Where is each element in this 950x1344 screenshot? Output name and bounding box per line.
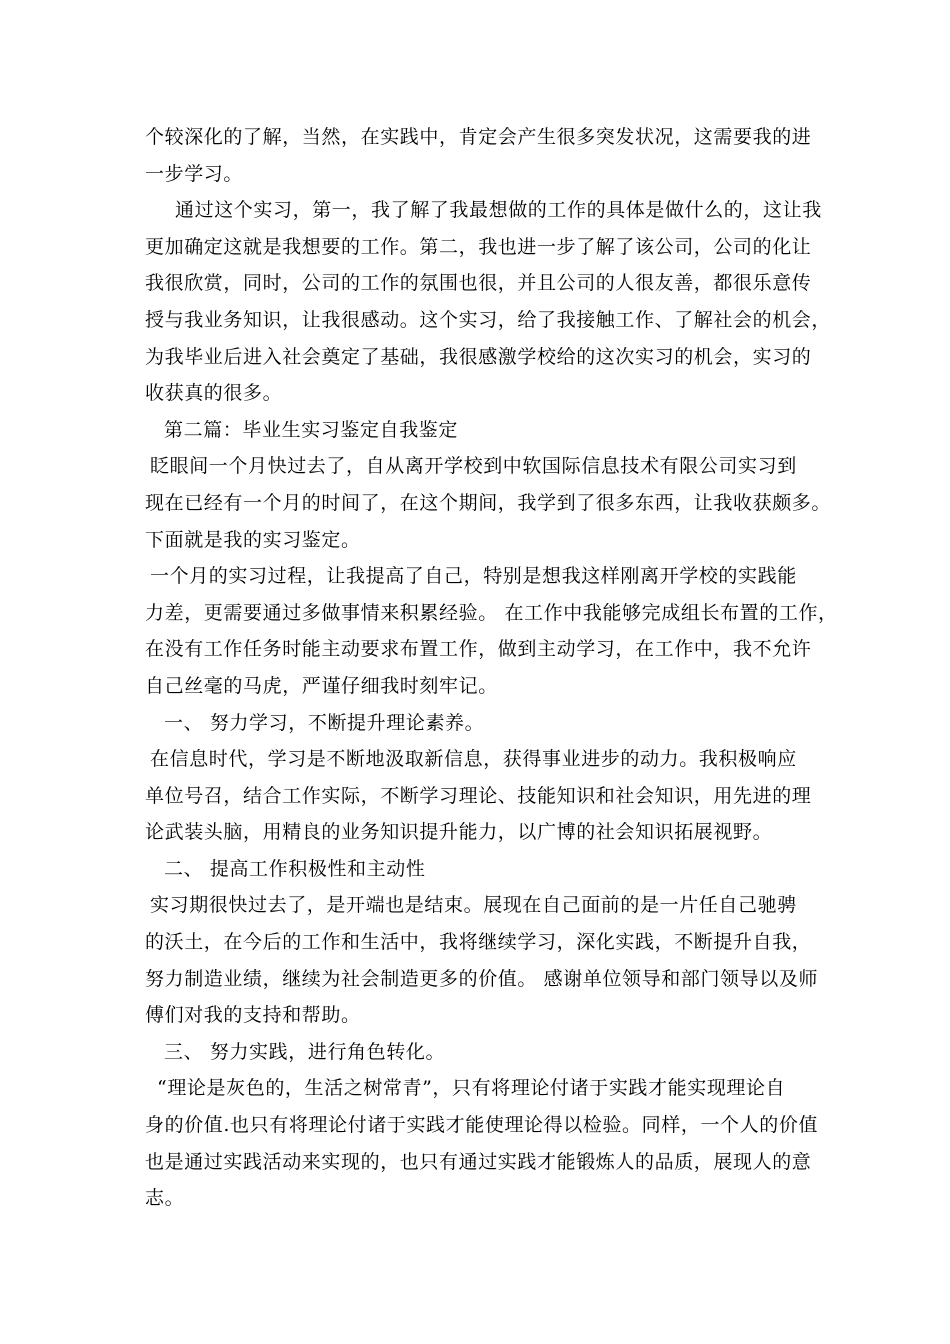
paragraph-start: 通过这个实习，第一，我了解了我最想做的工作的具体是做什么的，这让我 — [175, 199, 822, 222]
text-line: 更加确定这就是我想要的工作。第二，我也进一步了解了该公司，公司的化让 — [145, 235, 812, 258]
text-line: 个较深化的了解，当然，在实践中，肯定会产生很多突发状况，这需要我的进 — [145, 126, 812, 148]
numbered-heading: 一、 努力学习，不断提升理论素养。 — [164, 711, 485, 734]
text-line: 傅们对我的支持和帮助。 — [145, 1004, 361, 1027]
text-line: 在没有工作任务时能主动要求布置工作，做到主动学习，在工作中，我不允许 — [145, 638, 812, 661]
paragraph-start: “理论是灰色的，生活之树常青”，只有将理论付诸于实践才能实现理论自 — [157, 1077, 786, 1100]
text-line: 论武装头脑，用精良的业务知识提升能力，以广博的社会知识拓展视野。 — [145, 821, 773, 844]
paragraph-start: 一个月的实习过程，让我提高了自己，特别是想我这样刚离开学校的实践能 — [150, 565, 797, 588]
text-line: 努力制造业绩，继续为社会制造更多的价值。 感谢单位领导和部门领导以及师 — [145, 967, 819, 990]
text-line: 力差，更需要通过多做事情来积累经验。 在工作中我能够完成组长布置的工作， — [145, 601, 838, 624]
document-body — [145, 119, 838, 1217]
text-line: 一步学习。 — [145, 162, 244, 185]
paragraph-start: 在信息时代，学习是不断地汲取新信息，获得事业进步的动力。我积极响应 — [150, 748, 797, 771]
numbered-heading: 二、 提高工作积极性和主动性 — [164, 857, 426, 880]
text-line: 自己丝毫的马虎，严谨仔细我时刻牢记。 — [145, 674, 498, 697]
text-line: 单位号召，结合工作实际，不断学习理论、技能知识和社会知识，用先进的理 — [145, 784, 812, 807]
text-line: 收获真的很多。 — [145, 382, 283, 405]
section-heading: 第二篇：毕业生实习鉴定自我鉴定 — [164, 418, 459, 441]
text-line: 也是通过实践活动来实现的，也只有通过实践才能锻炼人的品质，展现人的意 — [145, 1150, 812, 1173]
text-line: 我很欣赏，同时，公司的工作的氛围也很，并且公司的人很友善，都很乐意传 — [145, 272, 812, 295]
text-line: 为我毕业后进入社会奠定了基础，我很感激学校给的这次实习的机会，实习的 — [145, 345, 812, 368]
text-line: 现在已经有一个月的时间了，在这个期间，我学到了很多东西，让我收获颇多。 — [145, 491, 832, 514]
paragraph-start: 实习期很快过去了，是开端也是结束。展现在自己面前的是一片任自己驰骋 — [150, 894, 797, 917]
text-line: 身的价值.也只有将理论付诸于实践才能使理论得以检验。同样，一个人的价值 — [145, 1114, 819, 1137]
text-line: 的沃土，在今后的工作和生活中，我将继续学习，深化实践，不断提升自我， — [145, 931, 812, 954]
numbered-heading: 三、 努力实践，进行角色转化。 — [164, 1040, 446, 1063]
text-line: 下面就是我的实习鉴定。 — [145, 528, 361, 551]
text-line: 志。 — [145, 1187, 185, 1210]
paragraph-start: 眨眼间一个月快过去了，自从离开学校到中软国际信息技术有限公司实习到 — [150, 455, 797, 478]
text-line: 授与我业务知识，让我很感动。这个实习，给了我接触工作、了解社会的机会， — [145, 308, 832, 331]
